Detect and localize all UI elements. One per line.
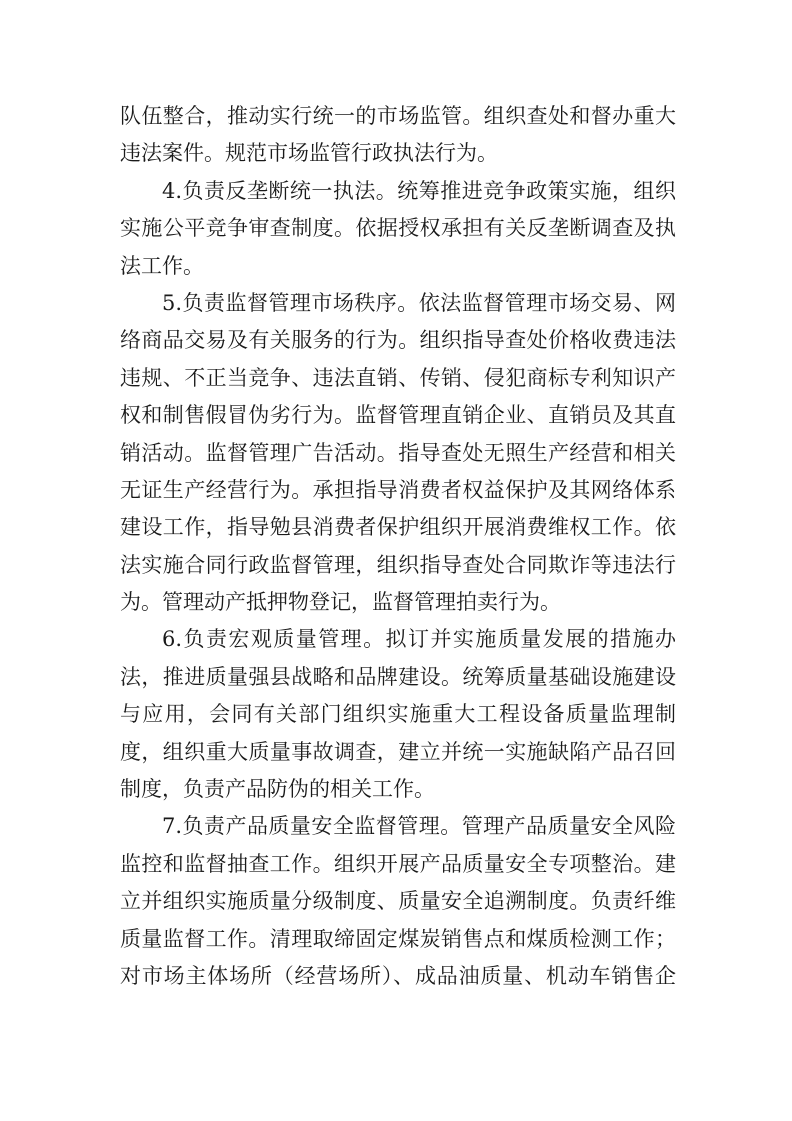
text-line: 络商品交易及有关服务的行为。组织指导查处价格收费违法: [120, 328, 676, 353]
text-line: 5.负责监督管理市场秩序。依法监督管理市场交易、网: [162, 290, 676, 315]
text-line: 立并组织实施质量分级制度、质量安全追溯制度。负责纤维: [120, 889, 676, 914]
text-line: 4.负责反垄断统一执法。统筹推进竞争政策实施，组织: [162, 178, 676, 203]
text-line: 实施公平竞争审查制度。依据授权承担有关反垄断调查及执: [120, 216, 676, 241]
text-line: 6.负责宏观质量管理。拟订并实施质量发展的措施办: [162, 627, 676, 652]
text-line: 度，组织重大质量事故调查，建立并统一实施缺陷产品召回: [120, 739, 676, 764]
text-line: 权和制售假冒伪劣行为。监督管理直销企业、直销员及其直: [120, 403, 676, 428]
body-text: [120, 98, 676, 995]
text-line: 违规、不正当竞争、违法直销、传销、侵犯商标专利知识产: [120, 365, 676, 390]
text-line: 对市场主体场所（经营场所）、成品油质量、机动车销售企: [120, 963, 676, 988]
text-line: 法工作。: [120, 253, 204, 278]
text-line: 法，推进质量强县战略和品牌建设。统筹质量基础设施建设: [120, 664, 676, 689]
text-line: 7.负责产品质量安全监督管理。管理产品质量安全风险: [162, 814, 676, 839]
text-line: 监控和监督抽查工作。组织开展产品质量安全专项整治。建: [120, 851, 676, 876]
text-line: 为。管理动产抵押物登记，监督管理拍卖行为。: [120, 590, 561, 615]
text-line: 销活动。监督管理广告活动。指导查处无照生产经营和相关: [120, 440, 676, 465]
text-line: 无证生产经营行为。承担指导消费者权益保护及其网络体系: [120, 477, 676, 502]
text-line: 与应用，会同有关部门组织实施重大工程设备质量监理制: [120, 702, 676, 727]
text-line: 质量监督工作。清理取缔固定煤炭销售点和煤质检测工作；: [120, 926, 676, 951]
text-line: 建设工作，指导勉县消费者保护组织开展消费维权工作。依: [120, 515, 676, 540]
text-line: 法实施合同行政监督管理，组织指导查处合同欺诈等违法行: [120, 552, 676, 577]
text-line: 违法案件。规范市场监管行政执法行为。: [120, 141, 498, 166]
text-line: 队伍整合，推动实行统一的市场监管。组织查处和督办重大: [120, 104, 676, 128]
text-line: 制度，负责产品防伪的相关工作。: [120, 777, 435, 802]
